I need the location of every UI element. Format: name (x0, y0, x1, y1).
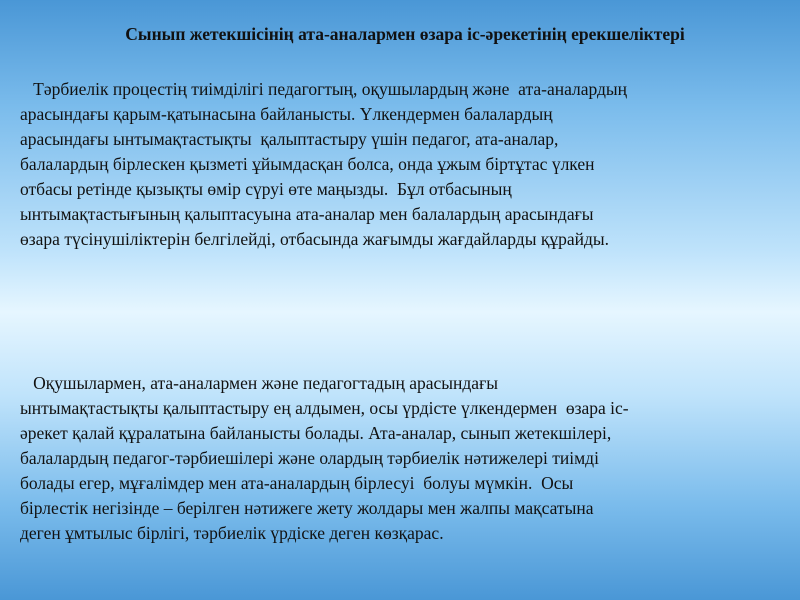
paragraph-line: бірлестік негізінде – берілген нәтижеге жету жолдары мен жалпы мақсатына (20, 498, 594, 518)
paragraph-1 (20, 77, 784, 252)
paragraph-line: балалардың бірлескен қызметі ұйымдасқан болса, онда ұжым біртұтас үлкен (20, 154, 595, 174)
paragraph-line: ынтымақтастығының қалыптасуына ата-аналар мен балалардың арасындағы (20, 204, 594, 224)
paragraph-line: болады егер, мұғалімдер мен ата-аналардың бірлесуі болуы мүмкін. Осы (20, 473, 574, 493)
paragraph-line: өзара түсінушіліктерін белгілейді, отбасында жағымды жағдайларды құрайды. (20, 229, 610, 249)
paragraph-line: балалардың педагог-тәрбиешілері және олардың тәрбиелік нәтижелері тиімді (20, 448, 599, 468)
paragraph-line: Тәрбиелік процестің тиімділігі педагогтың, оқушылардың және ата-аналардың (20, 79, 628, 99)
paragraph-line: әрекет қалай құралатына байланысты болады. Ата-аналар, сынып жетекшілері, (20, 423, 612, 443)
paragraph-line: ынтымақтастықты қалыптастыру ең алдымен, осы үрдісте үлкендермен өзара іс- (20, 398, 629, 418)
paragraph-line: арасындағы қарым-қатынасына байланысты. Үлкендермен балалардың (20, 104, 553, 124)
paragraph-2 (20, 371, 784, 546)
paragraph-line: арасындағы ынтымақтастықты қалыптастыру үшін педагог, ата-аналар, (20, 129, 559, 149)
slide-title: Сынып жетекшісінің ата-аналармен өзара іс-әрекетінің ерекшеліктері (125, 24, 685, 44)
paragraph-line: Оқушылармен, ата-аналармен және педагогтадың арасындағы (20, 373, 499, 393)
paragraph-line: деген ұмтылыс бірлігі, тәрбиелік үрдіске деген көзқарас. (20, 523, 444, 543)
paragraph-line: отбасы ретінде қызықты өмір сүруі өте маңызды. Бұл отбасының (20, 179, 512, 199)
